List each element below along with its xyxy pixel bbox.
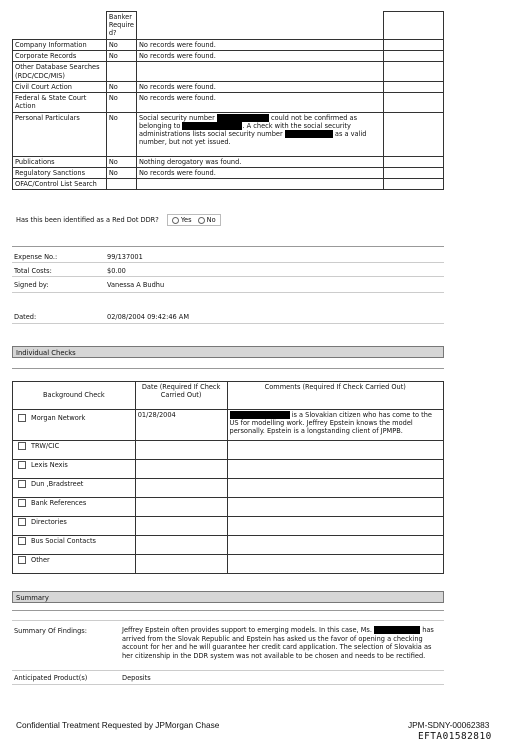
divider <box>12 368 444 369</box>
date-cell: 01/28/2004 <box>135 410 227 441</box>
confidential-notice: Confidential Treatment Requested by JPMorgan Chase <box>16 720 220 730</box>
row-banker <box>106 179 136 190</box>
divider <box>12 610 444 611</box>
row-comment: Nothing derogatory was found. <box>136 156 383 167</box>
red-dot-question: Has this been identified as a Red Dot DDR? <box>16 216 159 224</box>
row-banker: No <box>106 51 136 62</box>
row-label: Company Information <box>13 40 107 51</box>
table-row <box>13 555 444 574</box>
date-cell <box>135 498 227 517</box>
row-label: Other Database Searches (RDC/CDC/MIS) <box>13 62 107 81</box>
blank-cell <box>13 12 107 40</box>
row-banker: No <box>106 40 136 51</box>
signed-value: Vanessa A Budhu <box>107 281 165 289</box>
table-row <box>13 112 444 156</box>
comment-cell <box>227 460 443 479</box>
background-check-header: Background Check <box>13 382 136 410</box>
divider <box>12 670 444 671</box>
row-label: Regulatory Sanctions <box>13 167 107 178</box>
comment-cell <box>227 498 443 517</box>
table-header-row <box>13 382 444 410</box>
comment-cell: is a Slovakian citizen who has come to the US for modelling work. Jeffrey Epstein knows the model personally. Epstein is a longstanding client of JPMPB. <box>227 410 443 441</box>
check-cell: Lexis Nexis <box>13 460 136 479</box>
date-cell <box>135 460 227 479</box>
efta-number: EFTA01582810 <box>418 731 492 742</box>
divider <box>12 262 444 263</box>
summary-findings-text: Jeffrey Epstein often provides support to emerging models. In this case, Ms. has arrived from the Slovak Republic and Epstein has asked us the favor of opening a checking account for her and he will guarantee her credit card application. The selection of Slovakia as her citizenship in the DDR system was not available to be chosen and needs to be rectified. <box>122 626 434 661</box>
row-banker: No <box>106 112 136 156</box>
no-label: No <box>206 216 216 224</box>
date-cell <box>135 536 227 555</box>
dated-label: Dated: <box>14 313 37 321</box>
table-row <box>13 167 444 178</box>
table-row <box>13 460 444 479</box>
anticipated-products-value: Deposits <box>122 674 151 682</box>
red-dot-radio-group <box>167 214 221 226</box>
row-comment: No records were found. <box>136 93 383 112</box>
check-cell: TRW/CIC <box>13 441 136 460</box>
comment-cell <box>227 517 443 536</box>
row-banker: No <box>106 93 136 112</box>
banker-required-header: Banker Require d? <box>106 12 136 40</box>
row-banker: No <box>106 167 136 178</box>
blank-cell <box>136 12 383 40</box>
check-cell: Directories <box>13 517 136 536</box>
comment-cell <box>227 479 443 498</box>
lexis-nexis-checkbox[interactable] <box>18 461 26 469</box>
row-banker: No <box>106 81 136 92</box>
check-cell: Dun ,Bradstreet <box>13 479 136 498</box>
row-label: Publications <box>13 156 107 167</box>
comment-cell <box>227 555 443 574</box>
blank-cell <box>384 112 444 156</box>
row-label: Federal & State Court Action <box>13 93 107 112</box>
check-cell: Bus Social Contacts <box>13 536 136 555</box>
table-row <box>13 81 444 92</box>
redaction-box <box>230 411 290 419</box>
divider <box>12 323 444 324</box>
blank-cell <box>384 40 444 51</box>
row-comment: No records were found. <box>136 167 383 178</box>
redaction-box <box>182 122 242 130</box>
blank-cell <box>384 93 444 112</box>
table-row <box>13 51 444 62</box>
date-cell <box>135 555 227 574</box>
comments-header: Comments (Required If Check Carried Out) <box>227 382 443 410</box>
bates-number: JPM-SDNY-00062383 <box>408 720 490 730</box>
table-header-row <box>13 12 444 40</box>
bank-references-checkbox[interactable] <box>18 499 26 507</box>
anticipated-products-label: Anticipated Product(s) <box>14 674 88 682</box>
red-dot-question-row <box>16 214 221 226</box>
expense-value: 99/137001 <box>107 253 143 261</box>
row-banker: No <box>106 156 136 167</box>
table-row <box>13 179 444 190</box>
table-row <box>13 156 444 167</box>
comment-cell <box>227 536 443 555</box>
date-cell <box>135 517 227 536</box>
table-row <box>13 40 444 51</box>
divider <box>12 246 444 247</box>
row-comment: No records were found. <box>136 40 383 51</box>
table-row <box>13 517 444 536</box>
divider <box>12 276 444 277</box>
divider <box>12 620 444 621</box>
redaction-box <box>285 130 333 138</box>
blank-cell <box>384 167 444 178</box>
row-label: Civil Court Action <box>13 81 107 92</box>
other-checkbox[interactable] <box>18 556 26 564</box>
table-row <box>13 441 444 460</box>
signed-label: Signed by: <box>14 281 49 289</box>
check-cell: Other <box>13 555 136 574</box>
table-row <box>13 536 444 555</box>
costs-label: Total Costs: <box>14 267 52 275</box>
blank-cell <box>384 51 444 62</box>
check-cell: Morgan Network <box>13 410 136 441</box>
row-banker <box>106 62 136 81</box>
blank-cell <box>384 81 444 92</box>
dated-value: 02/08/2004 09:42:46 AM <box>107 313 190 321</box>
table-row <box>13 93 444 112</box>
redaction-box <box>374 626 420 634</box>
row-comment: No records were found. <box>136 81 383 92</box>
dun-bradstreet-checkbox[interactable] <box>18 480 26 488</box>
row-comment <box>136 62 383 81</box>
directories-checkbox[interactable] <box>18 518 26 526</box>
table-row <box>13 479 444 498</box>
trw-cic-checkbox[interactable] <box>18 442 26 450</box>
expense-label: Expense No.: <box>14 253 58 261</box>
blank-cell <box>384 12 444 40</box>
comment-cell <box>227 441 443 460</box>
summary-findings-label: Summary Of Findings: <box>14 627 87 635</box>
search-results-table <box>12 11 444 190</box>
bus-social-contacts-checkbox[interactable] <box>18 537 26 545</box>
date-cell <box>135 441 227 460</box>
row-comment: No records were found. <box>136 51 383 62</box>
row-label: Corporate Records <box>13 51 107 62</box>
individual-checks-header: Individual Checks <box>12 346 444 358</box>
blank-cell <box>384 179 444 190</box>
personal-particulars-comment: Social security number could not be confirmed as belonging to . A check with the social security administrations lists social security number as a valid number, but not yet issued. <box>136 112 383 156</box>
table-row <box>13 498 444 517</box>
date-header: Date (Required If Check Carried Out) <box>135 382 227 410</box>
yes-label: Yes <box>180 216 192 224</box>
summary-header: Summary <box>12 591 444 603</box>
no-radio[interactable] <box>198 217 205 224</box>
date-cell <box>135 479 227 498</box>
check-cell: Bank References <box>13 498 136 517</box>
table-row <box>13 410 444 441</box>
row-comment <box>136 179 383 190</box>
divider <box>12 292 444 293</box>
yes-radio[interactable] <box>172 217 179 224</box>
redaction-box <box>217 114 269 122</box>
morgan-network-checkbox[interactable] <box>18 414 26 422</box>
table-row <box>13 62 444 81</box>
individual-checks-table <box>12 381 444 574</box>
costs-value: $0.00 <box>107 267 126 275</box>
blank-cell <box>384 156 444 167</box>
row-label: OFAC/Control List Search <box>13 179 107 190</box>
row-label: Personal Particulars <box>13 112 107 156</box>
blank-cell <box>384 62 444 81</box>
divider <box>12 684 444 685</box>
